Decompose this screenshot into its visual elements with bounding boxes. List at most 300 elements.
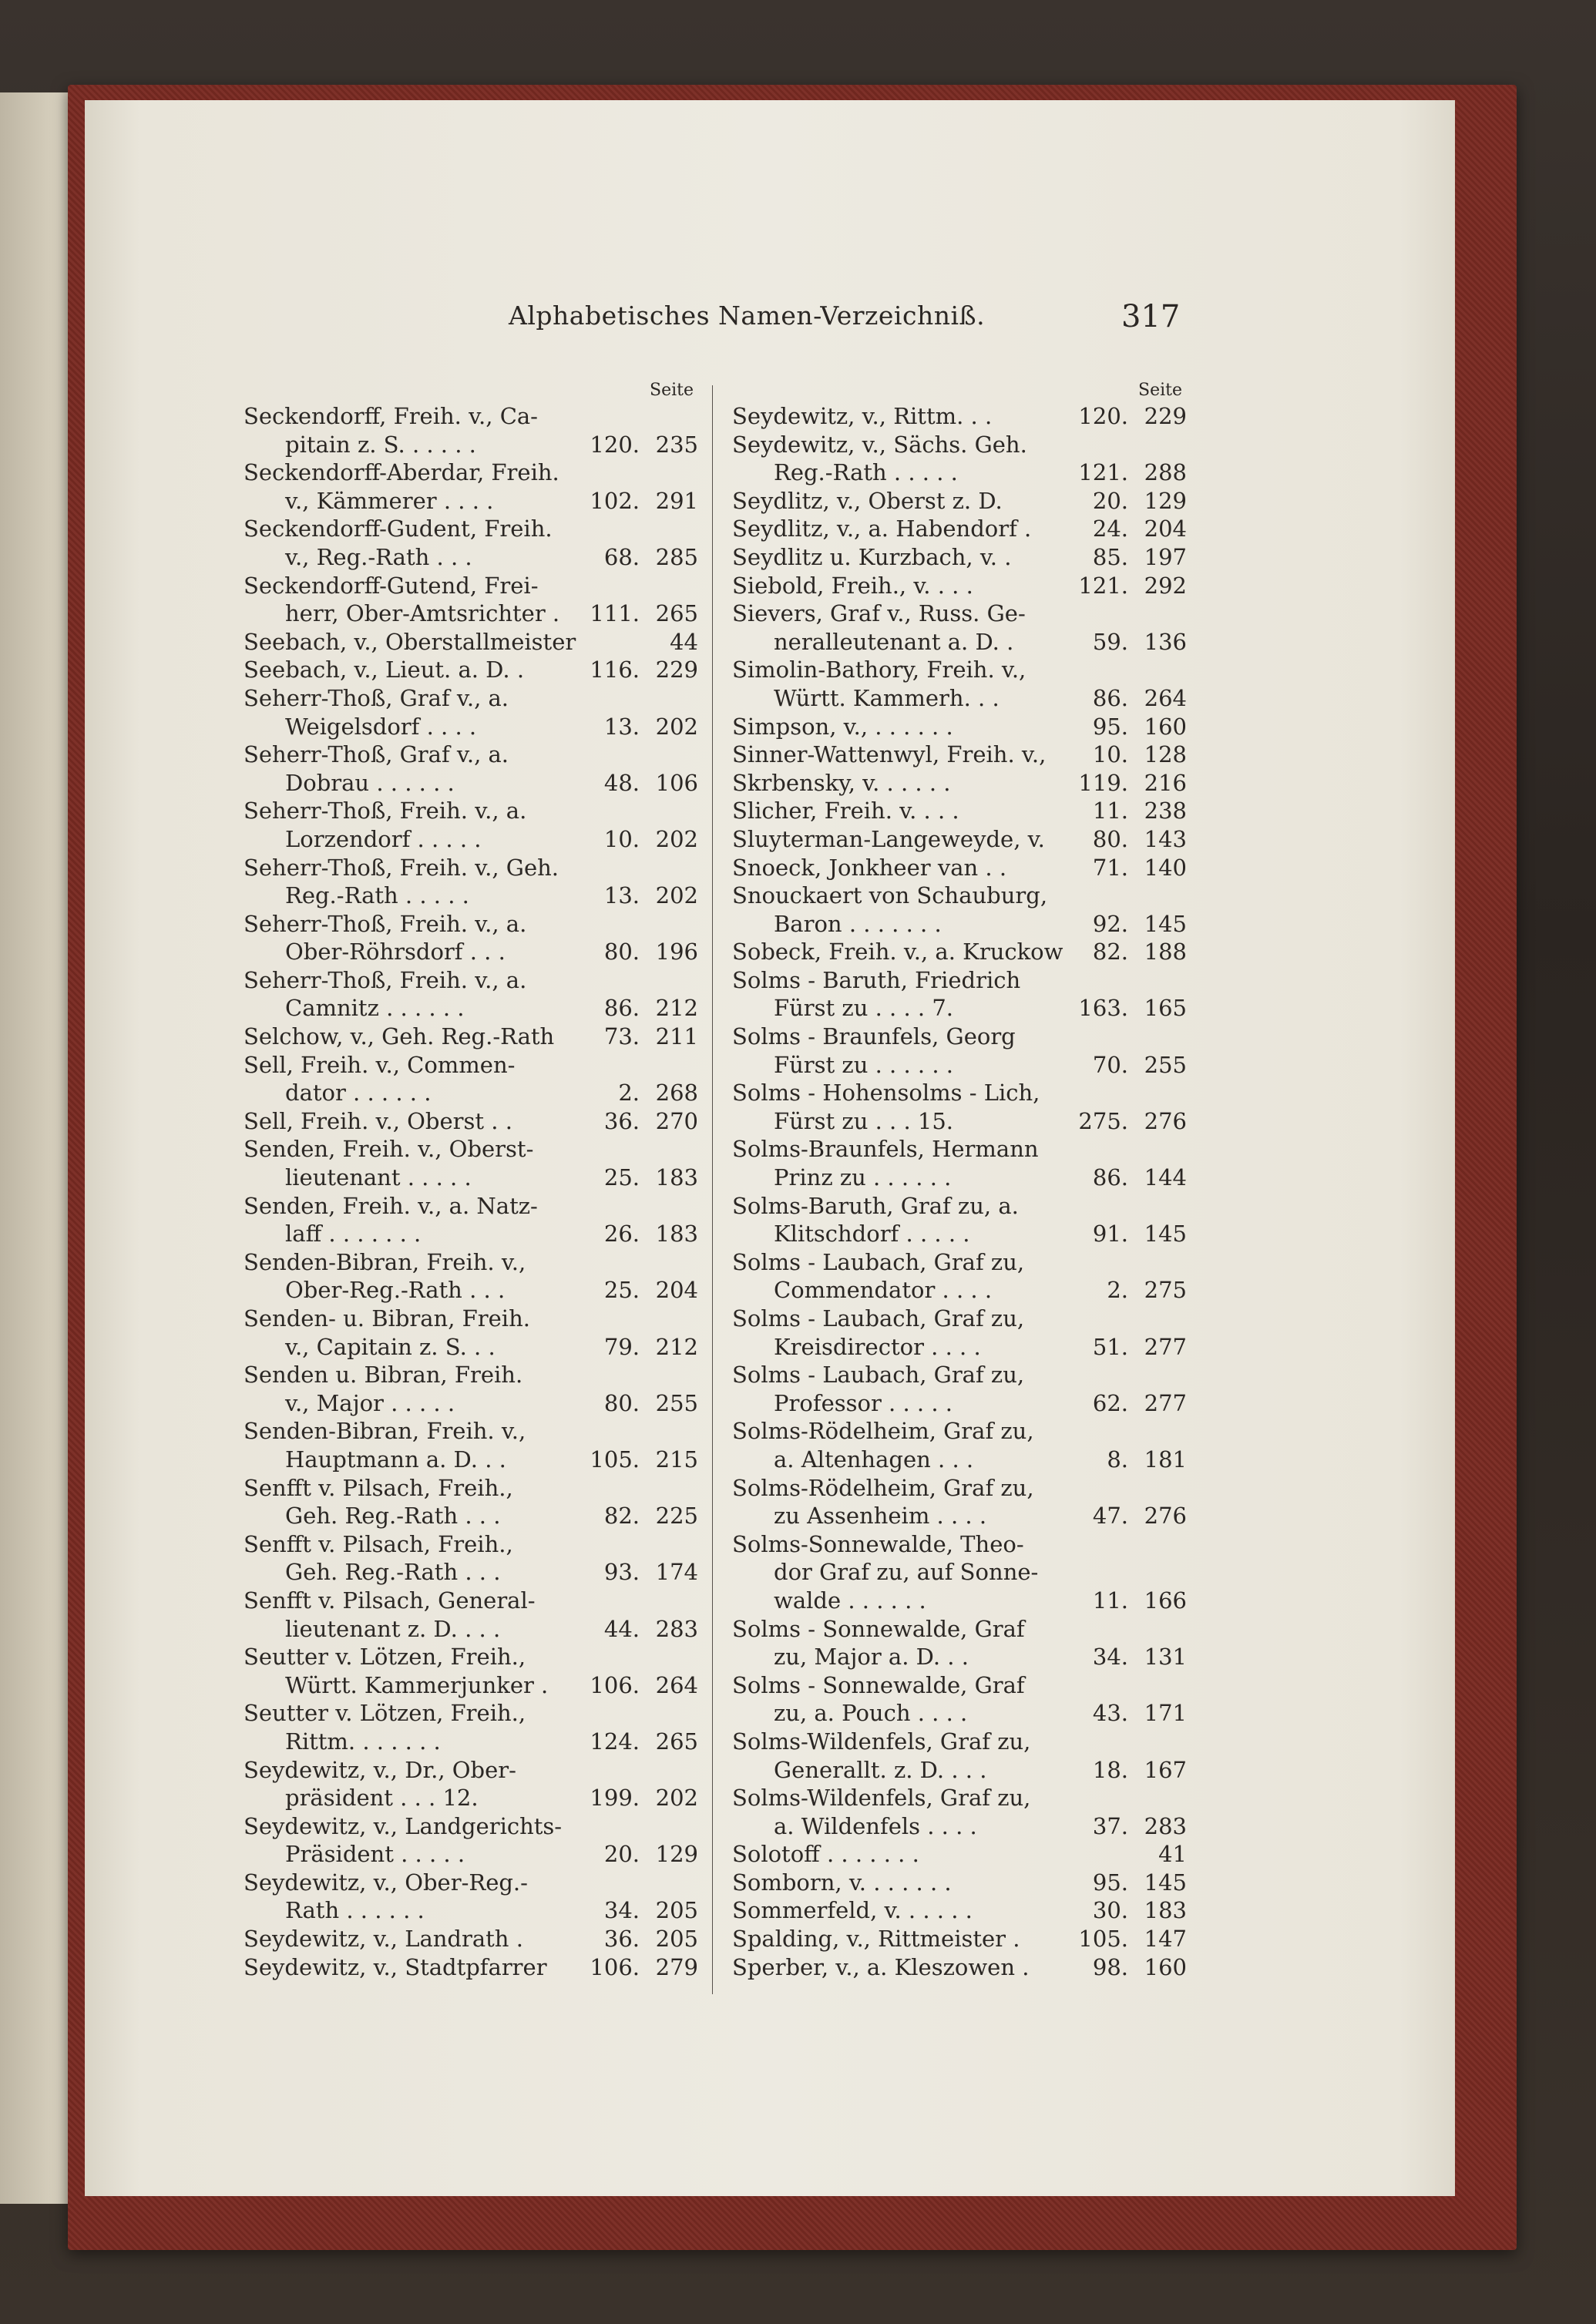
entry-text: Senfft v. Pilsach, Freih., — [244, 1474, 513, 1501]
entry-page-a: 95. — [1092, 1869, 1128, 1896]
entry-text: Sobeck, Freih. v., a. Kruckow — [732, 939, 1063, 966]
index-entry-line — [732, 1135, 1187, 1164]
entry-text: dor Graf zu, auf Sonne- — [774, 1559, 1039, 1586]
entry-page-b: 128 — [1144, 741, 1187, 768]
index-entry-line — [732, 1728, 1187, 1756]
entry-page-b: 181 — [1144, 1446, 1187, 1473]
index-entry-line — [732, 1925, 1187, 1953]
index-entry-line — [244, 1361, 698, 1389]
entry-page-b: 44 — [670, 628, 698, 655]
index-entry-line — [244, 938, 698, 966]
index-entry-line — [244, 825, 698, 854]
entry-text: Generallt. z. D. . . . — [774, 1756, 987, 1783]
index-entry-line — [732, 1812, 1187, 1841]
entry-text: pitain z. S. . . . . . — [285, 431, 476, 458]
entry-page-a: 2. — [618, 1080, 640, 1107]
entry-page-a: 36. — [603, 1107, 640, 1134]
entry-text: laff . . . . . . . — [285, 1221, 422, 1248]
index-entry-line — [244, 1756, 698, 1785]
entry-page-b: 235 — [655, 431, 698, 458]
entry-text: Selchow, v., Geh. Reg.-Rath — [244, 1023, 555, 1050]
index-entry-line — [732, 1643, 1187, 1671]
index-entry-line — [244, 1164, 698, 1192]
entry-page-a: 199. — [590, 1785, 640, 1812]
entry-text: Senden-Bibran, Freih. v., — [244, 1418, 526, 1445]
index-entries-left — [244, 402, 698, 1981]
index-entry-line — [732, 684, 1187, 713]
entry-text: Seherr-Thoß, Graf v., a. — [244, 741, 509, 768]
entry-page-b: 143 — [1144, 825, 1187, 852]
index-entry-line — [732, 458, 1187, 487]
index-entry-line — [244, 769, 698, 798]
entry-text: dator . . . . . . — [285, 1080, 432, 1107]
index-entry-line — [244, 1840, 698, 1869]
index-entry-line — [732, 572, 1187, 600]
entry-page-a: 93. — [603, 1559, 640, 1586]
entry-page-b: 288 — [1144, 459, 1187, 486]
index-entry-line — [732, 1530, 1187, 1559]
index-entry-line — [732, 910, 1187, 939]
index-entry-line — [244, 1248, 698, 1277]
index-entry-line — [244, 1812, 698, 1841]
index-entry-line — [244, 1446, 698, 1474]
entry-page-b: 136 — [1144, 628, 1187, 655]
index-entry-line — [244, 458, 698, 487]
entry-page-a: 30. — [1092, 1897, 1128, 1924]
entry-page-a: 10. — [1092, 741, 1128, 768]
entry-text: Slicher, Freih. v. . . . — [732, 798, 959, 824]
entry-page-a: 92. — [1092, 910, 1128, 937]
entry-page-b: 229 — [1144, 403, 1187, 429]
index-entry-line — [244, 797, 698, 825]
entry-page-a: 43. — [1092, 1700, 1128, 1727]
index-entries-right — [732, 402, 1187, 1981]
entry-text: lieutenant . . . . . — [285, 1164, 472, 1191]
entry-page-b: 202 — [655, 713, 698, 740]
entry-page-a: 13. — [603, 713, 640, 740]
index-entry-line — [244, 1615, 698, 1644]
index-entry-line — [244, 431, 698, 459]
entry-text: Seydewitz, v., Ober-Reg.- — [244, 1869, 528, 1896]
index-entry-line — [244, 1389, 698, 1418]
entry-page-a: 106. — [590, 1953, 640, 1980]
entry-page-b: 276 — [1144, 1503, 1187, 1530]
entry-text: walde . . . . . . — [774, 1587, 926, 1614]
entry-page-a: 85. — [1092, 543, 1128, 570]
entry-page-b: 183 — [655, 1221, 698, 1248]
entry-page-b: 204 — [655, 1277, 698, 1304]
entry-page-b: 279 — [655, 1953, 698, 1980]
index-entry-line — [732, 741, 1187, 769]
entry-page-b: 188 — [1144, 939, 1187, 966]
index-entry-line — [732, 1079, 1187, 1107]
entry-text: Seherr-Thoß, Freih. v., a. — [244, 966, 527, 993]
entry-text: Senfft v. Pilsach, General- — [244, 1587, 536, 1614]
entry-text: Seutter v. Lötzen, Freih., — [244, 1644, 526, 1671]
entry-text: Solms - Braunfels, Georg — [732, 1023, 1016, 1050]
page-number: 317 — [1121, 299, 1181, 334]
index-entry-line — [732, 1784, 1187, 1812]
entry-page-b: 264 — [1144, 684, 1187, 711]
entry-page-a: 91. — [1092, 1221, 1128, 1248]
entry-text: Siebold, Freih., v. . . . — [732, 572, 973, 599]
entry-page-b: 160 — [1144, 713, 1187, 740]
entry-text: Solms-Wildenfels, Graf zu, — [732, 1785, 1031, 1812]
entry-text: v., Reg.-Rath . . . — [285, 543, 472, 570]
index-entry-line — [732, 1671, 1187, 1700]
entry-text: Weigelsdorf . . . . — [285, 713, 477, 740]
entry-page-b: 167 — [1144, 1756, 1187, 1783]
entry-page-a: 62. — [1092, 1389, 1128, 1416]
index-entry-line — [732, 713, 1187, 741]
seite-label: Seite — [1138, 381, 1182, 400]
index-entry-line — [244, 1305, 698, 1333]
entry-text: Kreisdirector . . . . — [774, 1333, 981, 1360]
index-entry-line — [732, 1587, 1187, 1615]
entry-page-b: 212 — [655, 995, 698, 1022]
index-entry-line — [732, 1869, 1187, 1897]
entry-text: Seebach, v., Lieut. a. D. . — [244, 657, 525, 683]
index-entry-line — [732, 1953, 1187, 1982]
entry-text: Sluyterman-Langeweyde, v. — [732, 825, 1045, 852]
entry-page-b: 291 — [655, 487, 698, 514]
entry-text: a. Wildenfels . . . . — [774, 1812, 977, 1839]
entry-text: Sell, Freih. v., Commen- — [244, 1051, 516, 1078]
entry-page-a: 37. — [1092, 1812, 1128, 1839]
index-entry-line — [732, 1192, 1187, 1221]
entry-text: Lorzendorf . . . . . — [285, 825, 482, 852]
entry-text: Geh. Reg.-Rath . . . — [285, 1503, 501, 1530]
index-entry-line — [732, 1840, 1187, 1869]
entry-page-a: 105. — [1078, 1926, 1128, 1953]
entry-page-b: 202 — [655, 825, 698, 852]
index-entry-line — [244, 1530, 698, 1559]
entry-page-a: 44. — [603, 1615, 640, 1642]
entry-page-a: 73. — [603, 1023, 640, 1050]
index-entry-line — [732, 1051, 1187, 1080]
entry-page-b: 174 — [655, 1559, 698, 1586]
entry-page-a: 106. — [590, 1671, 640, 1698]
index-entry-line — [244, 741, 698, 769]
index-entry-line — [732, 487, 1187, 516]
index-entry-line — [244, 1643, 698, 1671]
entry-page-b: 165 — [1144, 995, 1187, 1022]
entry-text: Seherr-Thoß, Freih. v., Geh. — [244, 854, 559, 881]
index-entry-line — [244, 515, 698, 543]
entry-text: Seydlitz, v., a. Habendorf . — [732, 516, 1032, 542]
index-entry-line — [244, 1079, 698, 1107]
index-entry-line — [732, 797, 1187, 825]
entry-page-b: 276 — [1144, 1107, 1187, 1134]
entry-text: Seckendorff-Gutend, Frei- — [244, 572, 539, 599]
index-entry-line — [732, 938, 1187, 966]
entry-text: Senden, Freih. v., a. Natz- — [244, 1192, 538, 1219]
index-entry-line — [244, 543, 698, 572]
entry-page-a: 102. — [590, 487, 640, 514]
entry-page-b: 283 — [1144, 1812, 1187, 1839]
entry-page-a: 71. — [1092, 854, 1128, 881]
column-divider — [712, 385, 713, 1994]
entry-page-b: 160 — [1144, 1953, 1187, 1980]
index-column-left — [244, 381, 698, 1981]
entry-text: Seydewitz, v., Stadtpfarrer — [244, 1953, 547, 1980]
entry-text: Seckendorff, Freih. v., Ca- — [244, 403, 538, 429]
entry-text: Solms - Sonnewalde, Graf — [732, 1671, 1025, 1698]
entry-text: Klitschdorf . . . . . — [774, 1221, 970, 1248]
entry-text: Sommerfeld, v. . . . . . — [732, 1897, 973, 1924]
entry-page-b: 41 — [1158, 1841, 1187, 1868]
entry-page-a: 86. — [1092, 684, 1128, 711]
entry-text: zu Assenheim . . . . — [774, 1503, 987, 1530]
entry-text: Professor . . . . . — [774, 1389, 953, 1416]
index-entry-line — [732, 628, 1187, 657]
index-entry-line — [244, 1699, 698, 1728]
entry-page-a: 95. — [1092, 713, 1128, 740]
index-entry-line — [244, 1587, 698, 1615]
entry-page-a: 36. — [603, 1926, 640, 1953]
entry-page-b: 129 — [655, 1841, 698, 1868]
entry-text: herr, Ober-Amtsrichter . — [285, 600, 560, 627]
index-entry-line — [244, 1333, 698, 1362]
index-entry-line — [732, 1333, 1187, 1362]
entry-text: Solms-Braunfels, Hermann — [732, 1136, 1039, 1163]
index-entry-line — [244, 713, 698, 741]
entry-page-b: 215 — [655, 1446, 698, 1473]
entry-page-a: 10. — [603, 825, 640, 852]
index-entry-line — [732, 1896, 1187, 1925]
entry-text: Seebach, v., Oberstallmeister — [244, 628, 576, 655]
entry-page-b: 255 — [655, 1389, 698, 1416]
index-entry-line — [732, 1248, 1187, 1277]
index-entry-line — [732, 1389, 1187, 1418]
entry-text: Commendator . . . . — [774, 1277, 993, 1304]
entry-text: lieutenant z. D. . . . — [285, 1615, 501, 1642]
entry-text: Seydlitz, v., Oberst z. D. — [732, 487, 1003, 514]
entry-text: Simolin-Bathory, Freih. v., — [732, 657, 1026, 683]
entry-page-a: 48. — [603, 769, 640, 796]
entry-text: Reg.-Rath . . . . . — [774, 459, 958, 486]
entry-text: zu, Major a. D. . . — [774, 1644, 969, 1671]
index-column-right — [732, 381, 1187, 1981]
entry-page-b: 205 — [655, 1926, 698, 1953]
entry-page-a: 120. — [590, 431, 640, 458]
index-entry-line — [244, 1135, 698, 1164]
entry-page-b: 144 — [1144, 1164, 1187, 1191]
entry-text: präsident . . . 12. — [285, 1785, 479, 1812]
entry-text: Ober-Reg.-Rath . . . — [285, 1277, 506, 1304]
index-entry-line — [732, 1220, 1187, 1248]
entry-page-a: 82. — [1092, 939, 1128, 966]
entry-text: Seydewitz, v., Dr., Ober- — [244, 1756, 516, 1783]
entry-page-a: 13. — [603, 882, 640, 909]
entry-text: Solms - Hohensolms - Lich, — [732, 1080, 1040, 1107]
index-entry-line — [732, 854, 1187, 882]
entry-page-a: 124. — [590, 1728, 640, 1755]
entry-page-a: 25. — [603, 1277, 640, 1304]
entry-page-a: 68. — [603, 543, 640, 570]
entry-text: Snoeck, Jonkheer van . . — [732, 854, 1007, 881]
entry-page-b: 183 — [1144, 1897, 1187, 1924]
index-entry-line — [244, 1417, 698, 1446]
entry-page-a: 70. — [1092, 1051, 1128, 1078]
index-entry-line — [732, 882, 1187, 910]
entry-text: Solotoff . . . . . . . — [732, 1841, 919, 1868]
entry-page-a: 120. — [1078, 403, 1128, 429]
entry-text: Hauptmann a. D. . . — [285, 1446, 506, 1473]
entry-text: neralleutenant a. D. . — [774, 628, 1014, 655]
index-entry-line — [244, 910, 698, 939]
entry-text: Dobrau . . . . . . — [285, 769, 455, 796]
index-entry-line — [732, 515, 1187, 543]
entry-text: Prinz zu . . . . . . — [774, 1164, 952, 1191]
entry-text: Seckendorff-Aberdar, Freih. — [244, 459, 559, 486]
index-entry-line — [244, 1502, 698, 1530]
entry-text: Seydlitz u. Kurzbach, v. . — [732, 543, 1012, 570]
entry-text: v., Kämmerer . . . . — [285, 487, 494, 514]
entry-text: Seckendorff-Gudent, Freih. — [244, 516, 553, 542]
entry-text: Senden-Bibran, Freih. v., — [244, 1248, 526, 1275]
entry-text: Ober-Röhrsdorf . . . — [285, 939, 506, 966]
entry-page-b: 211 — [655, 1023, 698, 1050]
entry-page-b: 183 — [655, 1164, 698, 1191]
entry-page-b: 145 — [1144, 1221, 1187, 1248]
index-entry-line — [244, 994, 698, 1023]
entry-page-b: 166 — [1144, 1587, 1187, 1614]
entry-text: Solms-Sonnewalde, Theo- — [732, 1530, 1024, 1557]
entry-page-b: 145 — [1144, 910, 1187, 937]
index-entry-line — [732, 656, 1187, 684]
entry-page-b: 265 — [655, 1728, 698, 1755]
entry-page-b: 238 — [1144, 798, 1187, 824]
index-entry-line — [244, 1925, 698, 1953]
index-entry-line — [732, 769, 1187, 798]
entry-page-b: 197 — [1144, 543, 1187, 570]
entry-page-a: 34. — [1092, 1644, 1128, 1671]
index-entry-line — [732, 966, 1187, 995]
index-entry-line — [732, 1361, 1187, 1389]
entry-text: Snouckaert von Schauburg, — [732, 882, 1048, 909]
entry-page-a: 79. — [603, 1333, 640, 1360]
entry-page-b: 129 — [1144, 487, 1187, 514]
entry-page-b: 285 — [655, 543, 698, 570]
entry-text: Solms - Laubach, Graf zu, — [732, 1305, 1025, 1332]
index-entry-line — [244, 684, 698, 713]
entry-page-b: 255 — [1144, 1051, 1187, 1078]
index-entry-line — [732, 1107, 1187, 1136]
entry-page-a: 105. — [590, 1446, 640, 1473]
entry-page-b: 204 — [1144, 516, 1187, 542]
index-entry-line — [244, 1784, 698, 1812]
seite-label: Seite — [650, 381, 694, 400]
entry-page-b: 212 — [655, 1333, 698, 1360]
entry-text: Württ. Kammerjunker . — [285, 1671, 549, 1698]
entry-text: Solms - Laubach, Graf zu, — [732, 1362, 1025, 1389]
entry-text: Fürst zu . . . . 7. — [774, 995, 954, 1022]
entry-page-a: 86. — [603, 995, 640, 1022]
entry-page-b: 205 — [655, 1897, 698, 1924]
entry-page-a: 82. — [603, 1503, 640, 1530]
entry-text: Baron . . . . . . . — [774, 910, 942, 937]
index-entry-line — [732, 825, 1187, 854]
index-entry-line — [732, 543, 1187, 572]
index-entry-line — [244, 1107, 698, 1136]
entry-text: Somborn, v. . . . . . . — [732, 1869, 952, 1896]
entry-text: Solms - Laubach, Graf zu, — [732, 1248, 1025, 1275]
entry-text: Solms-Rödelheim, Graf zu, — [732, 1474, 1034, 1501]
entry-page-b: 264 — [655, 1671, 698, 1698]
index-entry-line — [732, 1305, 1187, 1333]
entry-page-b: 225 — [655, 1503, 698, 1530]
entry-text: Seydewitz, v., Rittm. . . — [732, 403, 993, 429]
index-entry-line — [244, 966, 698, 995]
entry-page-a: 163. — [1078, 995, 1128, 1022]
index-entry-line — [244, 1051, 698, 1080]
entry-text: Fürst zu . . . 15. — [774, 1107, 954, 1134]
entry-page-a: 24. — [1092, 516, 1128, 542]
entry-page-a: 80. — [1092, 825, 1128, 852]
index-entry-line — [732, 1756, 1187, 1785]
entry-text: Seutter v. Lötzen, Freih., — [244, 1700, 526, 1727]
entry-text: Solms-Rödelheim, Graf zu, — [732, 1418, 1034, 1445]
index-entry-line — [732, 402, 1187, 431]
entry-text: Rath . . . . . . — [285, 1897, 425, 1924]
entry-text: a. Altenhagen . . . — [774, 1446, 974, 1473]
index-entry-line — [732, 1699, 1187, 1728]
entry-page-a: 2. — [1107, 1277, 1128, 1304]
index-entry-line — [244, 1896, 698, 1925]
entry-page-b: 106 — [655, 769, 698, 796]
index-entry-line — [244, 1869, 698, 1897]
entry-text: zu, a. Pouch . . . . — [774, 1700, 968, 1727]
entry-page-a: 47. — [1092, 1503, 1128, 1530]
index-entry-line — [244, 1671, 698, 1700]
entry-text: Skrbensky, v. . . . . . — [732, 769, 951, 796]
entry-page-a: 34. — [603, 1897, 640, 1924]
entry-page-b: 202 — [655, 1785, 698, 1812]
index-entry-line — [244, 1558, 698, 1587]
entry-text: Reg.-Rath . . . . . — [285, 882, 469, 909]
entry-page-a: 26. — [603, 1221, 640, 1248]
entry-text: Senfft v. Pilsach, Freih., — [244, 1530, 513, 1557]
entry-text: Senden, Freih. v., Oberst- — [244, 1136, 534, 1163]
entry-text: Sinner-Wattenwyl, Freih. v., — [732, 741, 1047, 768]
index-entry-line — [244, 1192, 698, 1221]
entry-text: Solms-Baruth, Graf zu, a. — [732, 1192, 1019, 1219]
entry-page-a: 11. — [1092, 1587, 1128, 1614]
index-entry-line — [732, 1502, 1187, 1530]
entry-text: Spalding, v., Rittmeister . — [732, 1926, 1020, 1953]
entry-page-b: 277 — [1144, 1389, 1187, 1416]
index-entry-line — [244, 656, 698, 684]
entry-page-b: 145 — [1144, 1869, 1187, 1896]
entry-page-b: 131 — [1144, 1644, 1187, 1671]
entry-text: Solms - Baruth, Friedrich — [732, 966, 1021, 993]
entry-page-b: 265 — [655, 600, 698, 627]
index-entry-line — [244, 854, 698, 882]
entry-page-a: 25. — [603, 1164, 640, 1191]
entry-text: Seydewitz, v., Landgerichts- — [244, 1812, 563, 1839]
entry-text: Seydewitz, v., Landrath . — [244, 1926, 523, 1953]
index-entry-line — [732, 994, 1187, 1023]
index-entry-line — [244, 1220, 698, 1248]
entry-page-a: 20. — [1092, 487, 1128, 514]
entry-text: v., Capitain z. S. . . — [285, 1333, 496, 1360]
entry-page-b: 275 — [1144, 1277, 1187, 1304]
index-entry-line — [244, 572, 698, 600]
entry-page-b: 277 — [1144, 1333, 1187, 1360]
index-entry-line — [244, 1474, 698, 1503]
entry-text: Seherr-Thoß, Graf v., a. — [244, 684, 509, 711]
